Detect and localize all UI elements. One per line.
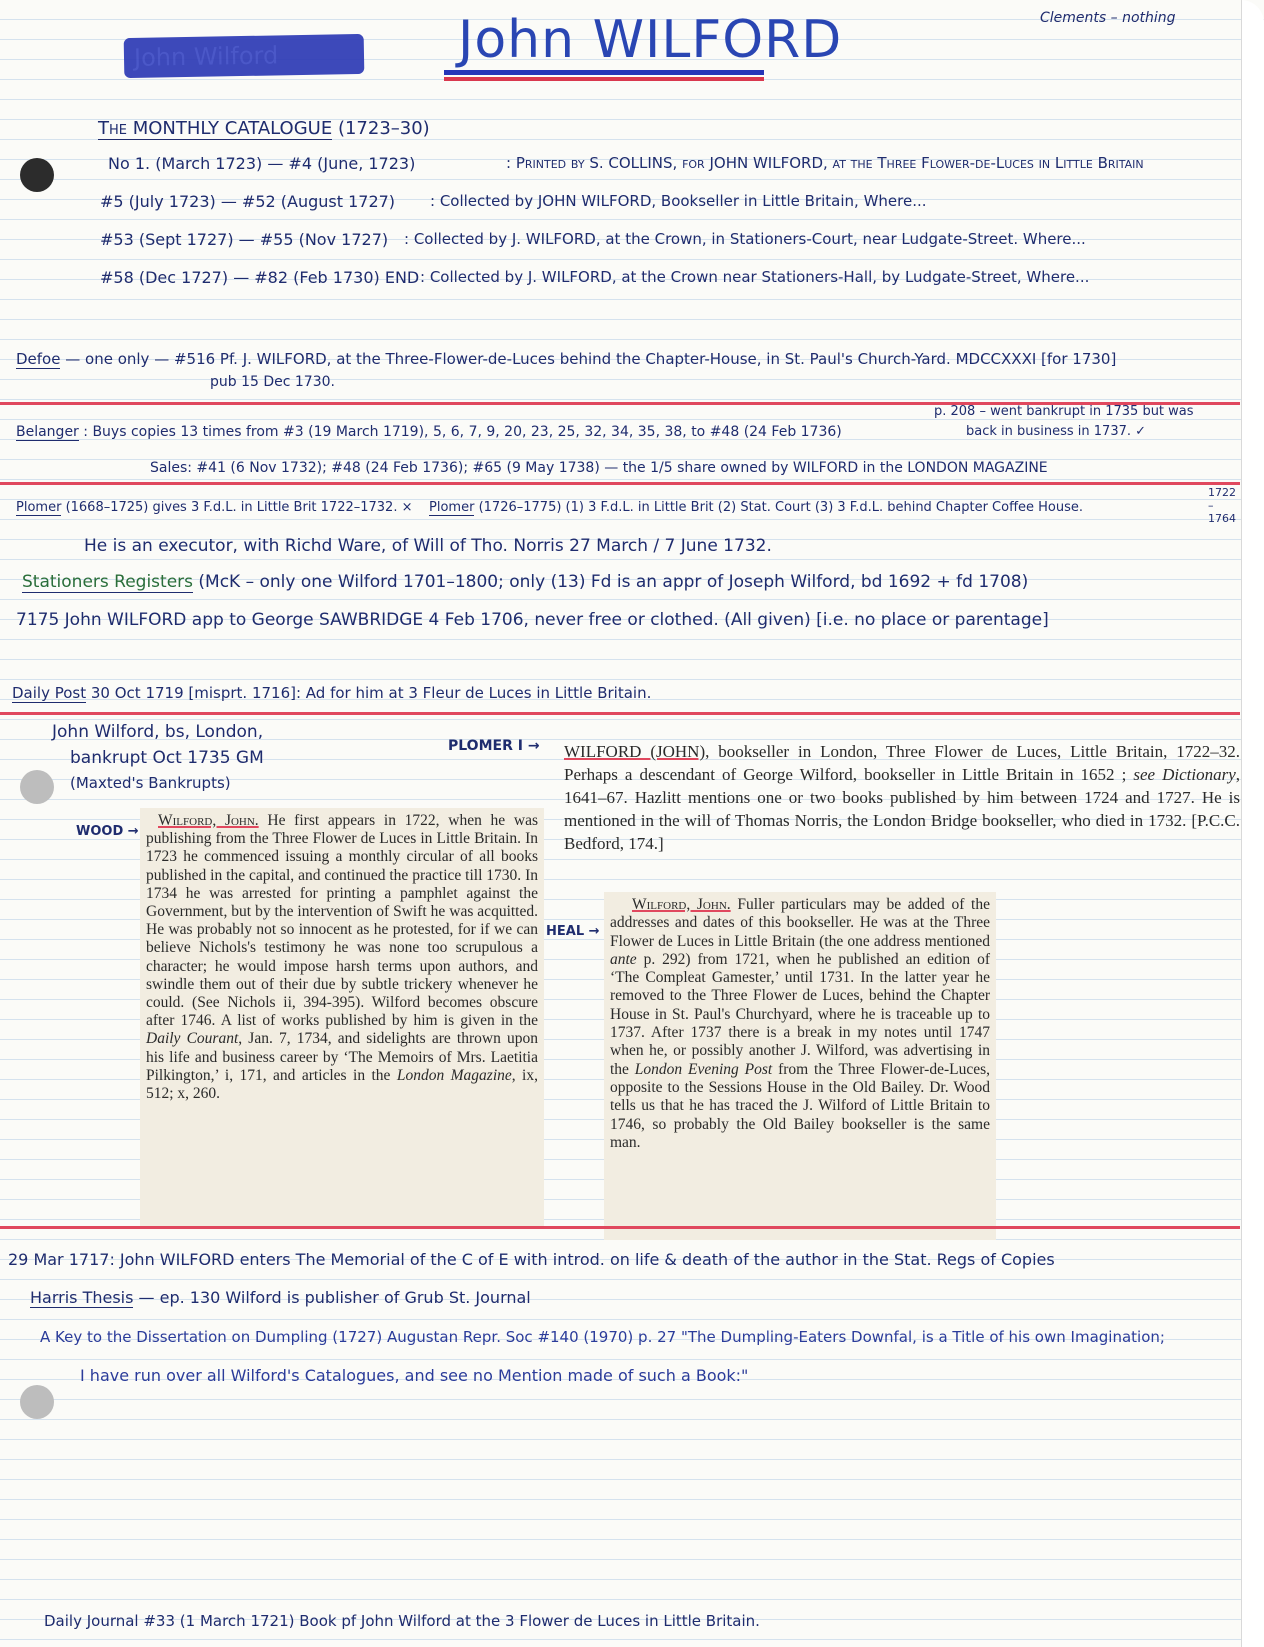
belanger-buys: : Buys copies 13 times from #3 (19 March 1719), 5, 6, 7, 9, 20, 23, 25, 32, 34, 35, 38, to #48 (24 Feb 1736)	[83, 424, 842, 440]
memorial-text: John WILFORD enters The Memorial of the C of E with introd. on life & death of the author in the Stat. Regs of Copies	[119, 1250, 1055, 1269]
harris-text: — ep. 130 Wilford is publisher of Grub St. Journal	[138, 1288, 531, 1307]
clip-text: Fuller particulars may be added of the addresses and dates of this bookseller. He was at the Three Flower de Luces in Little Britain (the one address mentioned	[610, 896, 990, 950]
catalogue-row-range: #58 (Dec 1727) — #82 (Feb 1730) END	[100, 268, 420, 287]
catalogue-row-range: No 1. (March 1723) — #4 (June, 1723)	[108, 154, 416, 173]
clip-italic: see Dictionary	[1133, 765, 1236, 784]
plomer-clipping-text	[564, 740, 1240, 855]
stationers-text: (McK – only one Wilford 1701–1800; only (13) Fd is an appr of Joseph Wilford, bd 1692 + fd 1708)	[198, 572, 1029, 592]
wood-clip-label: WOOD →	[76, 824, 139, 839]
clip-text: , 1641–67. Hazlitt mentions one or two books published by him between 1724 and 1727. He is mentioned in the will of Thomas Norris, the London Bridge bookseller, who died in 1732. [P.C.C. Bedford, 174.]	[564, 765, 1241, 853]
wood-clipping	[140, 808, 544, 1226]
plomer-side-years: 1722 – 1764	[1208, 486, 1236, 526]
scribbled-out-name	[124, 34, 365, 78]
key-dissertation-line: I have run over all Wilford's Catalogues, and see no Mention made of such a Book:"	[80, 1366, 749, 1385]
belanger-line	[16, 424, 842, 441]
catalogue-heading-years: (1723–30)	[337, 118, 430, 139]
clip-text: p. 292) from 1721, when he published an edition of ‘The Compleat Gamester,’ until 1731. In the latter year he removed to the Three Flower de Luces, behind the Chapter House in St. Paul's Churchyard, where he is traceable up to 1737. After 1737 there is a break in my notes until 1747 when he, or possibly another J. Wilford, was advertising in the	[610, 950, 990, 1078]
plomer-text: (1668–1725) gives 3 F.d.L. in Little Brit 1722–1732. ×	[65, 500, 413, 515]
plomer-text-2: (1726–1775) (1) 3 F.d.L. in Little Brit (2) Stat. Court (3) 3 F.d.L. behind Chapter Coffee House.	[478, 500, 1084, 515]
red-rule	[0, 1226, 1240, 1229]
red-rule	[0, 712, 1240, 715]
memorial-date: 29 Mar 1717:	[8, 1250, 115, 1269]
heal-clipping	[604, 892, 996, 1240]
clip-italic: London Evening Post	[634, 1060, 773, 1078]
daily-post-label: Daily Post	[12, 684, 87, 702]
catalogue-row-range: #5 (July 1723) — #52 (August 1727)	[100, 192, 396, 211]
clip-name: Wilford, John.	[632, 896, 731, 913]
catalogue-row-note: : Printed by S. COLLINS, for JOHN WILFORD, at the Three Flower-de-Luces in Little Britain	[506, 154, 1144, 172]
plomer-label: Plomer	[16, 500, 62, 515]
heal-clip-label: HEAL →	[546, 924, 600, 939]
page-edge	[1241, 0, 1264, 1647]
clip-text: He first appears in 1722, when he was publishing from the Three Flower de Luces in Little Britain. In 1723 he commenced issuing a monthly circular of all books published in the capital, and continued the practice till 1730. In 1734 he was arrested for printing a pamphlet against the Government, but by the intervention of Swift he was acquitted. He was probably not so innocent as he protested, for if we can believe Nichols's testimony he was none too scrupulous a character; he would impose harsh terms upon authors, and swindle them out of their due by subtle trickery whenever he could. (See Nichols ii, 394-395). Wilford becomes obscure after 1746. A list of works published by him is given in the	[146, 812, 538, 1030]
heal-clipping-text	[610, 896, 990, 1152]
clip-text: , ix, 512; x, 260.	[146, 1066, 538, 1103]
bankrupt-note: John Wilford, bs, London,	[52, 722, 264, 742]
scribbled-text: John Wilford	[133, 41, 279, 72]
belanger-label: Belanger	[16, 424, 79, 440]
clip-italic: London Magazine	[396, 1066, 512, 1084]
catalogue-heading-text: The MONTHLY CATALOGUE	[98, 118, 333, 139]
clip-name: Wilford, John.	[158, 812, 259, 829]
harris-line	[30, 1288, 531, 1307]
clip-text: bookseller in London, Three Flower de Luces, Little Britain, 1722–32. Perhaps a descendant of George Wilford, bookseller in Little Britain in 1652 ;	[564, 742, 1240, 784]
catalogue-row-note: : Collected by J. WILFORD, at the Crown near Stationers-Hall, by Ludgate-Street, Where...	[420, 268, 1090, 286]
title-underline-red	[444, 77, 764, 81]
catalogue-row-note: : Collected by JOHN WILFORD, Bookseller in Little Britain, Where...	[430, 192, 927, 210]
daily-journal-line: Daily Journal #33 (1 March 1721) Book pf John Wilford at the 3 Flower de Luces in Little Britain.	[44, 1612, 760, 1630]
title-underline-blue	[444, 70, 764, 75]
harris-label: Harris Thesis	[30, 1288, 134, 1307]
stationers-label: Stationers Registers	[22, 572, 193, 592]
plomer-line	[16, 500, 1083, 516]
defoe-text: — one only — #516 Pf. J. WILFORD, at the Three-Flower-de-Luces behind the Chapter-House, in St. Paul's Church-Yard. MDCCXXXI [for 1730]	[65, 350, 1117, 368]
defoe-label: Defoe	[16, 350, 61, 368]
punch-hole	[20, 770, 54, 804]
plomer-clipping	[564, 740, 1240, 880]
punch-hole	[20, 1385, 54, 1419]
stationers-line	[22, 572, 1028, 592]
apprentice-note: 7175 John WILFORD app to George SAWBRIDGE 4 Feb 1706, never free or clothed. (All given) [i.e. no place or parentage]	[16, 610, 1049, 630]
clip-italic: Daily Courant	[146, 1030, 239, 1048]
page-title: John WILFORD	[458, 10, 843, 70]
clip-name: WILFORD (JOHN),	[564, 742, 710, 761]
memorial-line	[8, 1250, 1055, 1269]
belanger-side-note: back in business in 1737. ✓	[966, 424, 1147, 439]
bankrupt-note: bankrupt Oct 1735 GM	[70, 748, 264, 768]
clip-text: from the Three Flower-de-Luces, opposite to the Sessions House in the Old Bailey. Dr. Wood tells us that he has traced the J. Wilford of Little Britain to 1746, so probably the Old Bailey bookseller is the same man.	[610, 1060, 990, 1151]
defoe-line	[16, 350, 1116, 368]
bankrupt-note: (Maxted's Bankrupts)	[70, 774, 231, 792]
wood-clipping-text	[146, 812, 538, 1103]
plomer-label-2: Plomer	[429, 500, 475, 515]
daily-post-line	[12, 684, 651, 702]
catalogue-heading	[98, 118, 430, 140]
clip-text: , Jan. 7, 1734, and sidelights are thrown upon his life and business career by ‘The Memoirs of Mrs. Laetitia Pilkington,’ i, 171, and articles in the	[146, 1030, 538, 1084]
belanger-side-note: p. 208 – went bankrupt in 1735 but was	[934, 404, 1194, 419]
clip-italic: ante	[610, 950, 637, 968]
belanger-sales: Sales: #41 (6 Nov 1732); #48 (24 Feb 1736); #65 (9 May 1738) — the 1/5 share owned by WILFORD in the LONDON MAGAZINE	[150, 460, 1048, 476]
defoe-pub-date: pub 15 Dec 1730.	[210, 374, 335, 390]
punch-hole	[20, 158, 54, 192]
daily-post-text: 30 Oct 1719 [misprt. 1716]: Ad for him at 3 Fleur de Luces in Little Britain.	[90, 684, 652, 702]
plomer-executor-note: He is an executor, with Richd Ware, of Will of Tho. Norris 27 March / 7 June 1732.	[84, 536, 772, 556]
plomer-clip-label: PLOMER I →	[448, 738, 540, 754]
red-rule	[0, 482, 1240, 485]
corner-note: Clements – nothing	[1040, 10, 1176, 26]
key-dissertation-line: A Key to the Dissertation on Dumpling (1727) Augustan Repr. Soc #140 (1970) p. 27 "The Dumpling-Eaters Downfal, is a Title of his own Imagination;	[40, 1328, 1165, 1346]
catalogue-row-range: #53 (Sept 1727) — #55 (Nov 1727)	[100, 230, 389, 249]
catalogue-row-note: : Collected by J. WILFORD, at the Crown, in Stationers-Court, near Ludgate-Street. Where...	[404, 230, 1086, 248]
